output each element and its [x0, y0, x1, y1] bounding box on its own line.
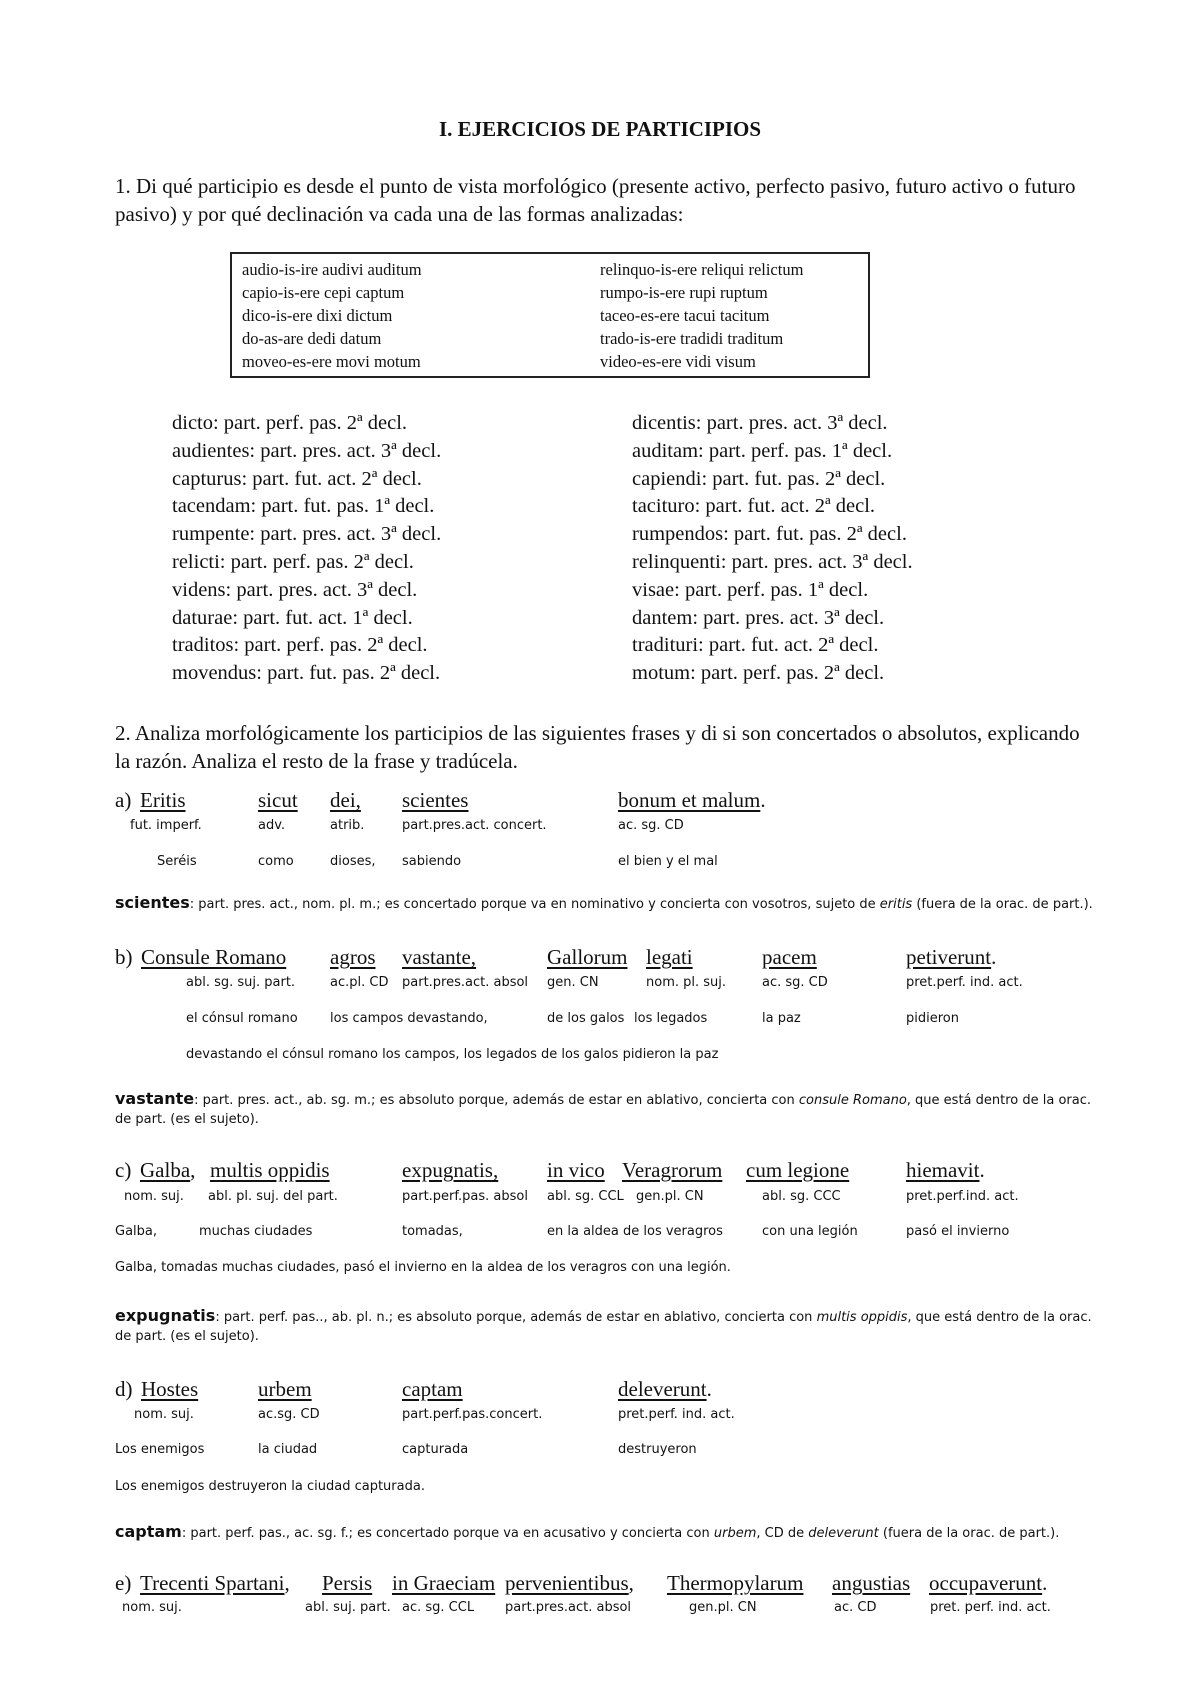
latin-word: cum legione — [746, 1158, 850, 1182]
grammar-note: gen.pl. CN — [689, 1600, 757, 1615]
grammar-note: nom. suj. — [124, 1189, 184, 1204]
answer-item: audientes: part. pres. act. 3ª decl. — [172, 439, 442, 462]
full-translation: devastando el cónsul romano los campos, los legados de los galos pidieron la paz — [186, 1047, 719, 1062]
translation: pidieron — [906, 1011, 959, 1026]
latin-word: hiemavit — [906, 1158, 980, 1182]
grammar-note: adv. — [258, 818, 286, 833]
verb-entry: trado-is-ere tradidi traditum — [600, 329, 784, 348]
latin-word: Trecenti Spartani — [140, 1571, 285, 1595]
grammar-note: pret.perf. ind. act. — [618, 1407, 735, 1422]
sentence-end: . — [979, 1158, 985, 1182]
participle-explanation: captam: part. perf. pas., ac. sg. f.; es concertado porque va en acusativo y concierta con urbem, CD de deleverunt (fuera de la orac. de part.). — [115, 1522, 1060, 1541]
verb-entry: video-es-ere vidi visum — [600, 352, 756, 371]
translation: pasó el invierno — [906, 1224, 1010, 1239]
latin-word: in vico — [547, 1158, 605, 1182]
verb-entry: dico-is-ere dixi dictum — [242, 306, 393, 325]
grammar-note: gen.pl. CN — [636, 1189, 704, 1204]
translation: los legados — [634, 1011, 708, 1026]
answer-item: movendus: part. fut. pas. 2ª decl. — [172, 662, 441, 685]
grammar-note: abl. sg. CCC — [762, 1189, 841, 1204]
latin-word: dei, — [330, 788, 361, 812]
translation: Los enemigos — [115, 1442, 205, 1457]
answer-item: tacituro: part. fut. act. 2ª decl. — [632, 495, 876, 518]
translation: en la aldea de los veragros — [547, 1224, 723, 1239]
verb-entry: audio-is-ire audivi auditum — [242, 260, 422, 279]
grammar-note: nom. pl. suj. — [646, 975, 727, 990]
grammar-note: fut. imperf. — [130, 818, 202, 833]
grammar-note: part.pres.act. concert. — [402, 818, 547, 833]
participle-word: captam — [115, 1522, 182, 1541]
participle-explanation: expugnatis: part. perf. pas.., ab. pl. n.; es absoluto porque, además de estar en ablativo, concierta con multis oppidis, que está dentro de la orac. de part. (es el sujeto). — [115, 1306, 1092, 1344]
latin-word: Galba — [140, 1158, 191, 1182]
sentence-label: b) — [115, 945, 133, 969]
answer-item: auditam: part. perf. pas. 1ª decl. — [632, 439, 893, 462]
latin-word: Persis — [322, 1571, 373, 1595]
answer-item: traditos: part. perf. pas. 2ª decl. — [172, 634, 428, 657]
grammar-note: nom. suj. — [122, 1600, 182, 1615]
answer-item: dicentis: part. pres. act. 3ª decl. — [632, 412, 888, 434]
grammar-note: part.perf.pas. absol — [402, 1189, 528, 1204]
answer-item: videns: part. pres. act. 3ª decl. — [172, 578, 418, 601]
translation: tomadas, — [402, 1224, 463, 1239]
answer-item: rumpendos: part. fut. pas. 2ª decl. — [632, 523, 907, 546]
sentence-label: c) — [115, 1158, 132, 1182]
separator: , — [628, 1571, 634, 1595]
translation: destruyeron — [618, 1442, 697, 1457]
grammar-note: part.pres.act. absol — [505, 1600, 632, 1615]
translation: la paz — [762, 1011, 801, 1026]
grammar-note: ac.pl. CD — [330, 975, 389, 990]
grammar-note: ac.sg. CD — [258, 1407, 320, 1422]
latin-word: expugnatis, — [402, 1158, 499, 1182]
participle-word: scientes — [115, 893, 190, 912]
latin-word: multis oppidis — [210, 1158, 330, 1182]
latin-phrase — [906, 1158, 985, 1183]
grammar-note: ac. sg. CCL — [402, 1600, 475, 1615]
latin-word: Veragrorum — [622, 1158, 723, 1182]
verb-entry: capio-is-ere cepi captum — [242, 283, 405, 302]
verb-entry: relinquo-is-ere reliqui relictum — [600, 260, 804, 279]
participle-explanation: vastante: part. pres. act., ab. sg. m.; es absoluto porque, además de estar en ablativo, concierta con consule Romano, que está dentro de la orac. de part. (es el sujeto). — [115, 1089, 1092, 1127]
answer-item: visae: part. perf. pas. 1ª decl. — [632, 578, 869, 601]
latin-word: deleverunt — [618, 1377, 707, 1401]
latin-word: in Graeciam — [392, 1571, 496, 1595]
latin-word: petiverunt — [906, 945, 992, 969]
translation: el bien y el mal — [618, 854, 718, 869]
verb-entry: rumpo-is-ere rupi ruptum — [600, 283, 768, 302]
sentence-end: . — [706, 1377, 712, 1401]
translation: la ciudad — [258, 1442, 318, 1457]
grammar-note: abl. sg. suj. part. — [186, 975, 296, 990]
translation: el cónsul romano — [186, 1011, 298, 1026]
translation: Seréis — [157, 854, 197, 869]
answer-item: capturus: part. fut. act. 2ª decl. — [172, 467, 422, 490]
answer-item: rumpente: part. pres. act. 3ª decl. — [172, 523, 442, 546]
verb-list-left — [242, 258, 422, 373]
latin-phrase — [618, 1377, 712, 1402]
latin-word: vastante, — [402, 945, 477, 969]
grammar-note: part.perf.pas.concert. — [402, 1407, 543, 1422]
grammar-note: pret.perf.ind. act. — [906, 1189, 1019, 1204]
answer-item: capiendi: part. fut. pas. 2ª decl. — [632, 467, 886, 490]
full-translation: Los enemigos destruyeron la ciudad capturada. — [115, 1479, 425, 1494]
participle-explanation: scientes: part. pres. act., nom. pl. m.; es concertado porque va en nominativo y concierta con vosotros, sujeto de eritis (fuera de la orac. de part.). — [115, 893, 1093, 912]
latin-word: Thermopylarum — [667, 1571, 804, 1595]
latin-phrase — [618, 788, 766, 813]
translation: con una legión — [762, 1224, 858, 1239]
question-1-text: 1. Di qué participio es desde el punto de vista morfológico (presente activo, perfecto pasivo, futuro activo o futuro pasivo) y por qué declinación va cada una de las formas analizadas: — [115, 174, 1076, 226]
grammar-note: gen. CN — [547, 975, 599, 990]
translation: dioses, — [330, 854, 376, 869]
answer-item: tacendam: part. fut. pas. 1ª decl. — [172, 495, 435, 518]
full-translation: Galba, tomadas muchas ciudades, pasó el invierno en la aldea de los veragros con una legión. — [115, 1260, 731, 1275]
translation: sabiendo — [402, 854, 462, 869]
latin-word: Consule Romano — [141, 945, 287, 969]
answer-item: dicto: part. perf. pas. 2ª decl. — [172, 412, 408, 434]
grammar-note: ac. sg. CD — [762, 975, 828, 990]
sentence-label: d) — [115, 1377, 133, 1401]
participle-word: vastante — [115, 1089, 195, 1108]
grammar-note: abl. sg. CCL — [547, 1189, 624, 1204]
sentence-end: . — [1042, 1571, 1048, 1595]
separator: , — [284, 1571, 290, 1595]
grammar-note: pret.perf. ind. act. — [906, 975, 1023, 990]
grammar-note: atrib. — [330, 818, 365, 833]
answers-right — [632, 410, 913, 688]
verb-entry: moveo-es-ere movi motum — [242, 352, 421, 371]
latin-word: scientes — [402, 788, 469, 812]
verb-entry: taceo-es-ere tacui tacitum — [600, 306, 770, 325]
latin-phrase — [140, 1158, 195, 1183]
latin-word: sicut — [258, 788, 298, 812]
question-2-text: 2. Analiza morfológicamente los participios de las siguientes frases y di si son concertados o absolutos, explicando la razón. Analiza el resto de la frase y tradúcela. — [115, 721, 1080, 773]
latin-word: pervenientibus — [505, 1571, 629, 1595]
participle-word: expugnatis — [115, 1306, 216, 1325]
latin-phrase — [906, 945, 996, 970]
grammar-note: ac. CD — [834, 1600, 877, 1615]
answer-item: relinquenti: part. pres. act. 3ª decl. — [632, 550, 913, 573]
translation: como — [258, 854, 294, 869]
grammar-note: pret. perf. ind. act. — [930, 1600, 1051, 1615]
latin-word: Eritis — [140, 788, 186, 812]
latin-word: angustias — [832, 1571, 911, 1595]
answer-item: relicti: part. perf. pas. 2ª decl. — [172, 550, 414, 573]
verb-entry: do-as-are dedi datum — [242, 329, 382, 348]
translation: capturada — [402, 1442, 469, 1457]
page-title: I. EJERCICIOS DE PARTICIPIOS — [438, 117, 762, 141]
sentence-label: a) — [115, 788, 132, 812]
grammar-note: part.pres.act. absol — [402, 975, 529, 990]
sentence-end: . — [760, 788, 766, 812]
translation: Galba, — [115, 1224, 158, 1239]
latin-phrase — [140, 1571, 290, 1596]
sentence-label: e) — [115, 1571, 132, 1595]
latin-word: agros — [330, 945, 376, 969]
latin-word: occupaverunt — [929, 1571, 1043, 1595]
latin-word: legati — [646, 945, 693, 969]
translation: de los galos — [547, 1011, 625, 1026]
latin-word: Gallorum — [547, 945, 628, 969]
translation: los campos devastando, — [330, 1011, 488, 1026]
latin-phrase — [505, 1571, 634, 1596]
latin-word: urbem — [258, 1377, 312, 1401]
verb-principal-parts-box — [230, 252, 870, 378]
grammar-note: ac. sg. CD — [618, 818, 684, 833]
answer-item: daturae: part. fut. act. 1ª decl. — [172, 606, 413, 629]
sentence-end: . — [991, 945, 997, 969]
translation: muchas ciudades — [199, 1224, 313, 1239]
grammar-note: abl. suj. part. — [305, 1600, 391, 1615]
latin-word: bonum et malum — [618, 788, 761, 812]
verb-list-right — [600, 258, 803, 373]
latin-phrase — [929, 1571, 1047, 1596]
answer-item: dantem: part. pres. act. 3ª decl. — [632, 606, 885, 629]
answers-left — [172, 410, 441, 688]
grammar-note: nom. suj. — [134, 1407, 194, 1422]
separator: , — [190, 1158, 196, 1182]
answer-item: motum: part. perf. pas. 2ª decl. — [632, 662, 885, 685]
latin-word: captam — [402, 1377, 463, 1401]
latin-word: pacem — [762, 945, 817, 969]
grammar-note: abl. pl. suj. del part. — [208, 1189, 338, 1204]
latin-word: Hostes — [141, 1377, 199, 1401]
answer-item: tradituri: part. fut. act. 2ª decl. — [632, 634, 879, 657]
